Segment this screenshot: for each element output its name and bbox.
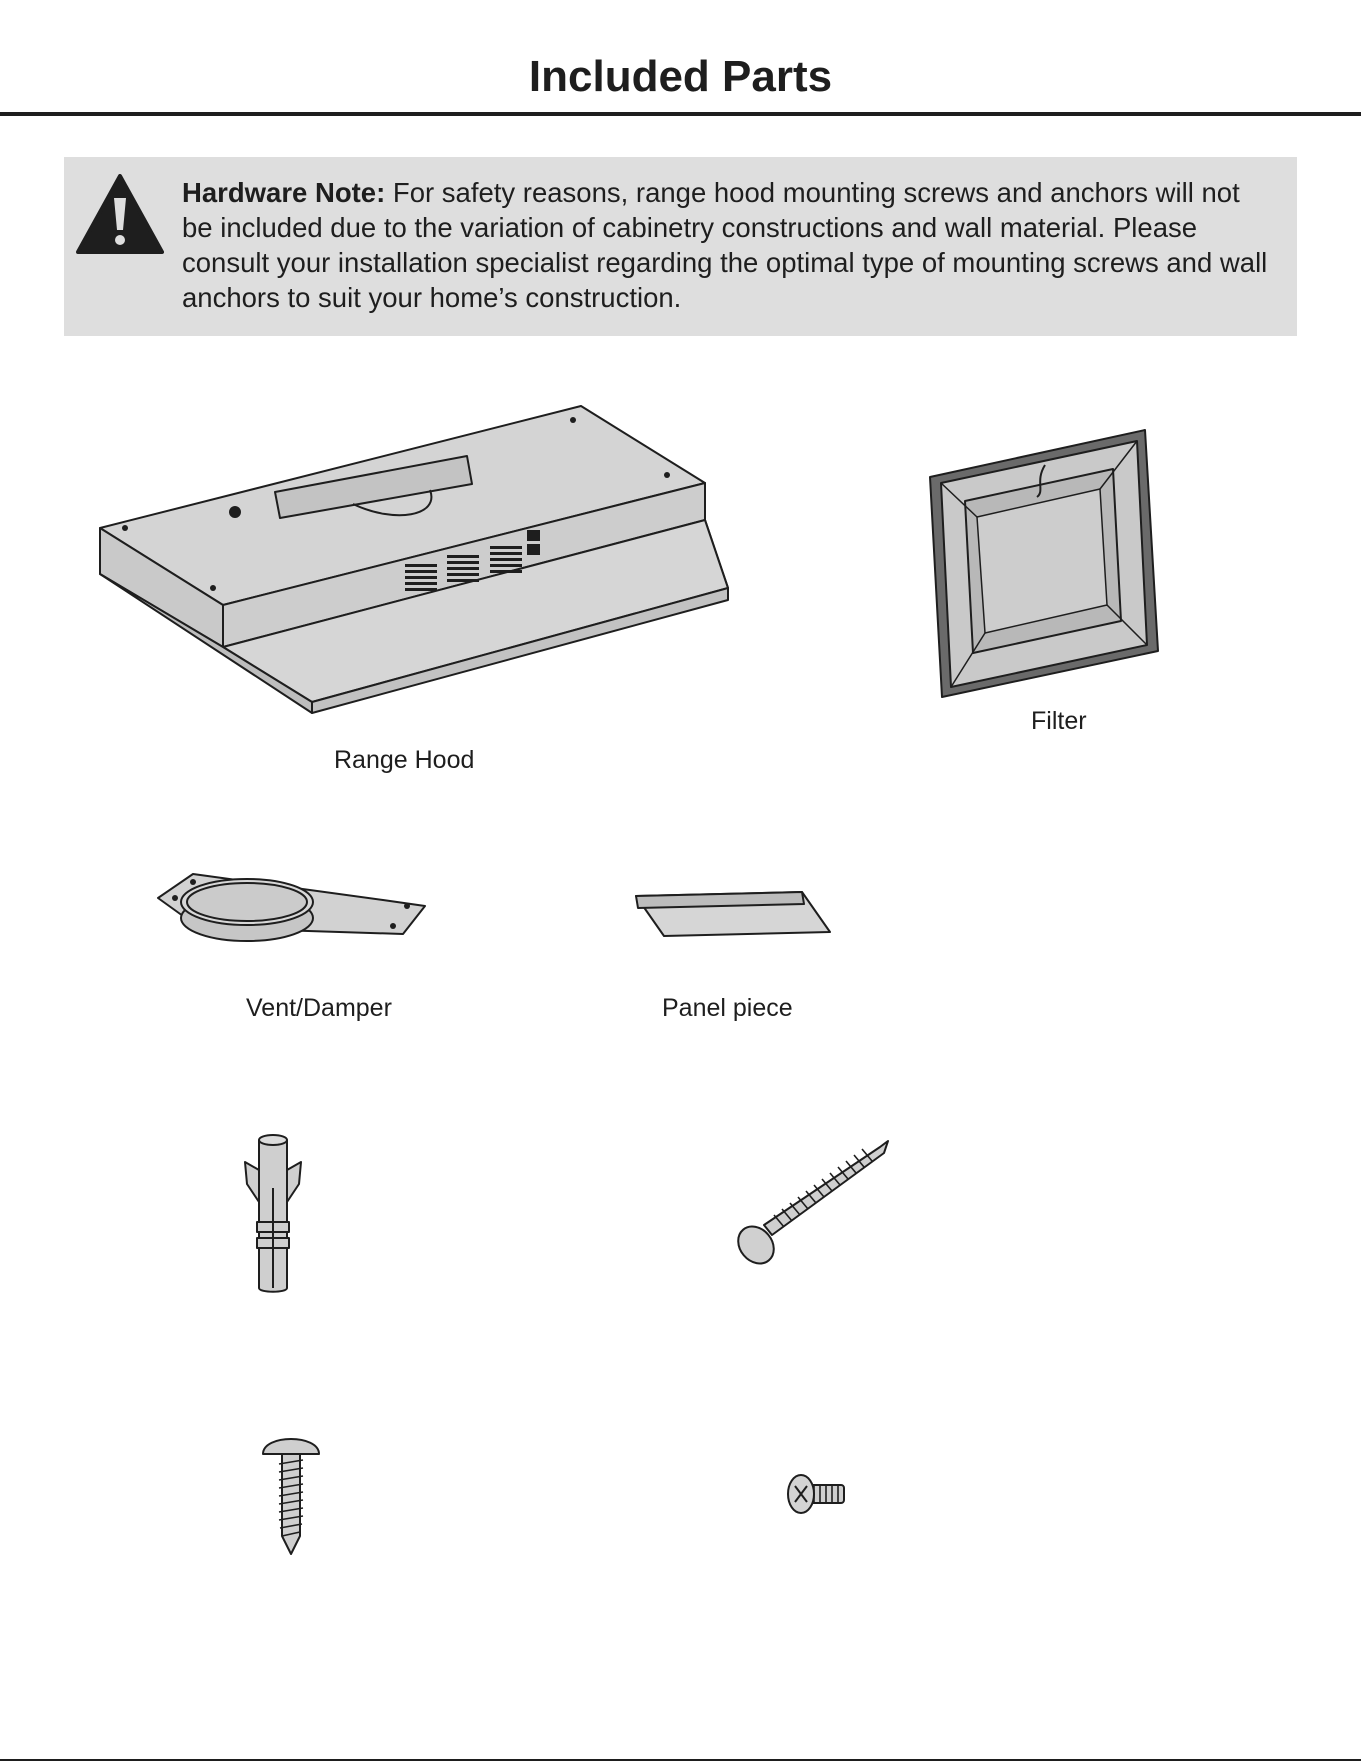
title-rule <box>0 112 1361 116</box>
panel-piece-illustration <box>632 886 832 942</box>
hardware-note-body: For safety reasons, range hood mounting screws and anchors will not be included due to the variation of cabinetry constructions and wall material. Please consult your installation specialist regarding the optimal type of mounting screws and wall anchors to suit your home’s construction. <box>182 177 1268 313</box>
truss-screw-illustration <box>258 1432 324 1556</box>
filter-label: Filter <box>1031 707 1087 735</box>
vent-damper-label: Vent/Damper <box>246 994 392 1022</box>
vent-damper-illustration <box>155 868 430 950</box>
hardware-note-heading: Hardware Note: <box>182 177 386 208</box>
wall-anchor-illustration <box>242 1128 304 1296</box>
long-screw-illustration <box>730 1135 900 1270</box>
range-hood-label: Range Hood <box>334 746 475 774</box>
filter-illustration <box>925 425 1165 705</box>
small-screw-illustration <box>784 1472 848 1516</box>
panel-piece-label: Panel piece <box>662 994 793 1022</box>
range-hood-illustration <box>95 400 735 720</box>
hardware-note <box>182 175 1272 315</box>
page-title: Included Parts <box>528 52 833 101</box>
warning-triangle-icon <box>76 174 164 254</box>
